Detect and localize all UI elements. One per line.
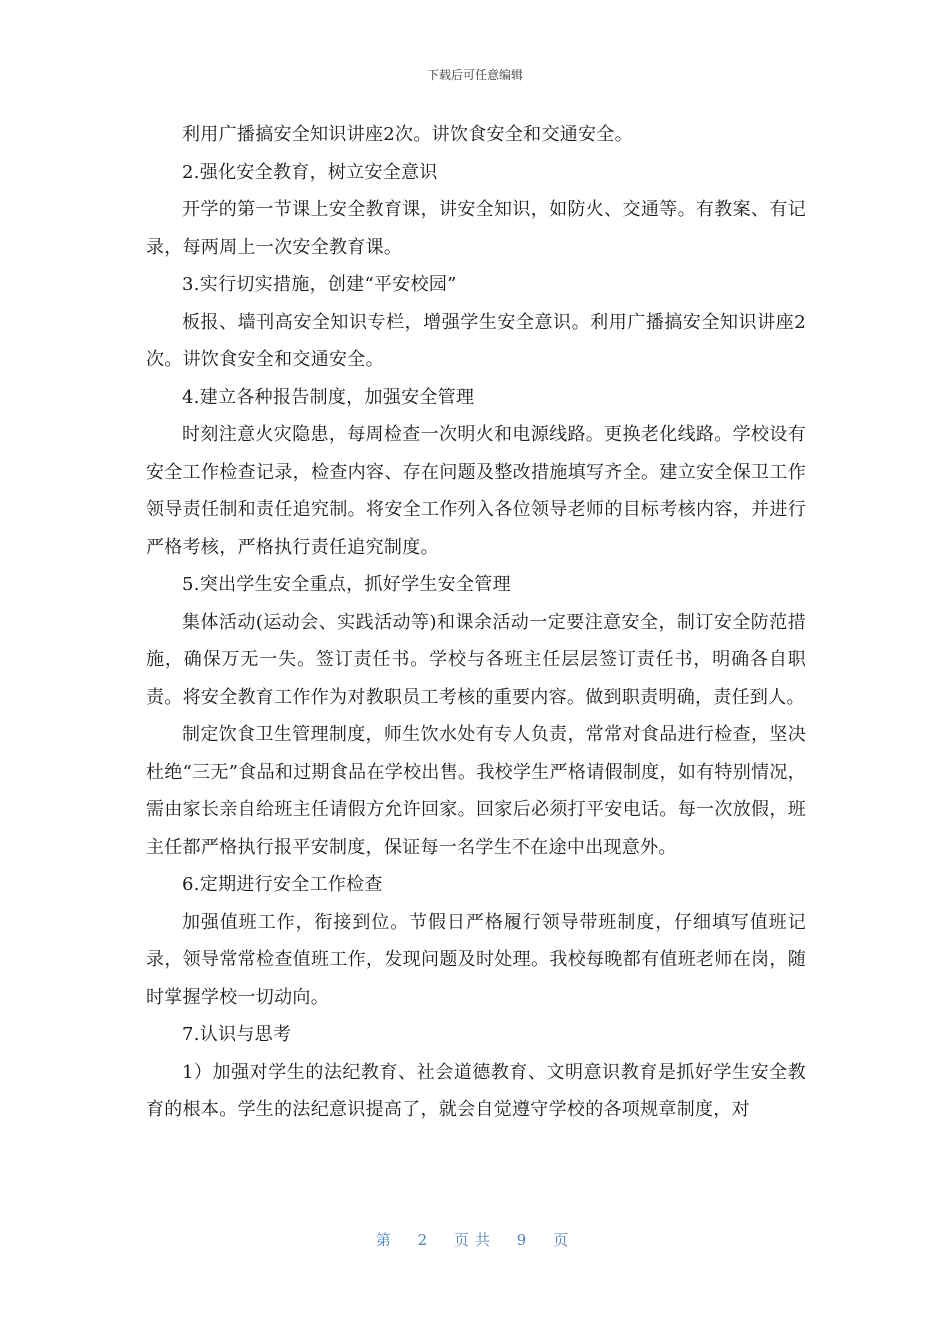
paragraph: 板报、墙刊高安全知识专栏，增强学生安全意识。利用广播搞安全知识讲座2次。讲饮食安全和交通安全。: [146, 311, 806, 370]
section-heading: 2.强化安全教育，树立安全意识: [182, 161, 438, 183]
paragraph: 1）加强对学生的法纪教育、社会道德教育、文明意识教育是抓好学生安全教育的根本。学生的法纪意识提高了，就会自觉遵守学校的各项规章制度，对: [146, 1061, 806, 1120]
page-number-footer: 第 2 页共 9 页: [375, 1231, 575, 1249]
paragraph: 开学的第一节课上安全教育课，讲安全知识，如防火、交通等。有教案、有记录，每两周上一次安全教育课。: [146, 199, 806, 258]
section-heading: 6.定期进行安全工作检查: [182, 874, 383, 895]
paragraph: 制定饮食卫生管理制度，师生饮水处有专人负责，常常对食品进行检查，坚决杜绝“三无”食品和过期食品在学校出售。我校学生严格请假制度，如有特别情况，需由家长亲自给班主任请假方允许回家。回家后必须打平安电话。每一次放假，班主任都严格执行报平安制度，保证每一名学生不在途中出现意外。: [146, 724, 806, 858]
page-header: 下载后可任意编辑: [426, 68, 523, 82]
section-heading: 4.建立各种报告制度，加强安全管理: [182, 386, 475, 408]
section-heading: 3.实行切实措施，创建“平安校园”: [182, 274, 457, 295]
paragraph: 集体活动(运动会、实践活动等)和课余活动一定要注意安全，制订安全防范措施，确保万无一失。签订责任书。学校与各班主任层层签订责任书，明确各自职责。将安全教育工作作为对教职员工考核的重要内容。做到职责明确，责任到人。: [146, 611, 806, 708]
paragraph: 加强值班工作，衔接到位。节假日严格履行领导带班制度，仔细填写值班记录，领导常常检查值班工作，发现问题及时处理。我校每晚都有值班老师在岗，随时掌握学校一切动向。: [146, 911, 806, 1008]
paragraph: 时刻注意火灾隐患，每周检查一次明火和电源线路。更换老化线路。学校设有安全工作检查记录，检查内容、存在问题及整改措施填写齐全。建立安全保卫工作领导责任制和责任追究制。将安全工作列入各位领导老师的目标考核内容，并进行严格考核，严格执行责任追究制度。: [146, 424, 806, 558]
paragraph: 利用广播搞安全知识讲座2次。讲饮食安全和交通安全。: [182, 124, 633, 145]
section-heading: 5.突出学生安全重点，抓好学生安全管理: [182, 574, 511, 595]
section-heading: 7.认识与思考: [182, 1024, 292, 1045]
document-body: [146, 116, 806, 1129]
